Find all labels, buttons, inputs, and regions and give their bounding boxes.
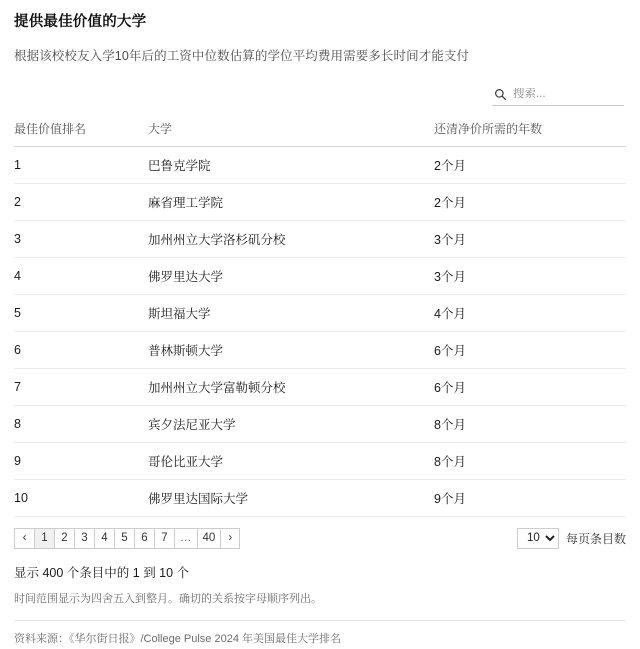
cell-years: 2个月	[434, 183, 626, 220]
cell-rank: 3	[14, 220, 148, 257]
pagination-page-7[interactable]: 7	[154, 528, 174, 549]
cell-school: 巴鲁克学院	[148, 146, 434, 183]
cell-rank: 9	[14, 442, 148, 479]
page-title: 提供最佳价值的大学	[14, 14, 147, 30]
table-row	[14, 146, 626, 183]
table-head	[14, 120, 626, 147]
cell-years: 9个月	[434, 479, 626, 516]
pagination-ellipsis: …	[174, 528, 197, 549]
table-row	[14, 183, 626, 220]
page-subtitle: 根据该校校友入学10年后的工资中位数估算的学位平均费用需要多长时间才能支付	[14, 48, 470, 63]
table-row	[14, 331, 626, 368]
pagination-page-5[interactable]: 5	[114, 528, 134, 549]
per-page-control	[517, 528, 626, 549]
pagination-page-6[interactable]: 6	[134, 528, 154, 549]
column-header-years[interactable]: 还清净价所需的年数	[434, 120, 626, 147]
column-header-rank[interactable]: 最佳价值排名	[14, 120, 148, 147]
showing-count: 显示 400 个条目中的 1 到 10 个	[14, 565, 190, 580]
table-row	[14, 220, 626, 257]
table-footnote: 时间范围显示为四舍五入到整月。确切的关系按字母顺序列出。	[14, 592, 322, 605]
pagination-row	[14, 528, 626, 549]
cell-school: 佛罗里达大学	[148, 257, 434, 294]
table-body	[14, 146, 626, 516]
pagination-page-1[interactable]: 1	[34, 528, 54, 549]
table-header-row	[14, 120, 626, 147]
table-row	[14, 405, 626, 442]
best-value-colleges-table	[14, 120, 626, 517]
cell-school: 哥伦比亚大学	[148, 442, 434, 479]
cell-school: 佛罗里达国际大学	[148, 479, 434, 516]
table-row	[14, 368, 626, 405]
cell-rank: 6	[14, 331, 148, 368]
search-box[interactable]	[492, 86, 624, 106]
cell-school: 加州州立大学富勒顿分校	[148, 368, 434, 405]
cell-years: 8个月	[434, 405, 626, 442]
cell-years: 4个月	[434, 294, 626, 331]
pagination-prev-button[interactable]: ‹	[14, 528, 34, 549]
cell-rank: 4	[14, 257, 148, 294]
table-row	[14, 257, 626, 294]
search-icon	[494, 88, 507, 101]
pagination-page-3[interactable]: 3	[74, 528, 94, 549]
column-header-school[interactable]: 大学	[148, 120, 434, 147]
cell-years: 6个月	[434, 331, 626, 368]
table-row	[14, 294, 626, 331]
cell-school: 普林斯顿大学	[148, 331, 434, 368]
per-page-select[interactable]	[517, 528, 559, 549]
per-page-label: 每页条目数	[565, 531, 626, 546]
table-row	[14, 442, 626, 479]
pagination-page-40[interactable]: 40	[197, 528, 221, 549]
pagination	[14, 528, 240, 549]
cell-rank: 2	[14, 183, 148, 220]
cell-rank: 5	[14, 294, 148, 331]
cell-rank: 8	[14, 405, 148, 442]
cell-years: 8个月	[434, 442, 626, 479]
cell-rank: 1	[14, 146, 148, 183]
cell-rank: 7	[14, 368, 148, 405]
pagination-next-button[interactable]: ›	[220, 528, 240, 549]
table-row	[14, 479, 626, 516]
cell-rank: 10	[14, 479, 148, 516]
cell-years: 3个月	[434, 220, 626, 257]
cell-school: 麻省理工学院	[148, 183, 434, 220]
cell-years: 2个月	[434, 146, 626, 183]
cell-school: 斯坦福大学	[148, 294, 434, 331]
search-input[interactable]	[513, 88, 622, 100]
cell-years: 3个月	[434, 257, 626, 294]
cell-school: 宾夕法尼亚大学	[148, 405, 434, 442]
pagination-page-2[interactable]: 2	[54, 528, 74, 549]
cell-years: 6个月	[434, 368, 626, 405]
cell-school: 加州州立大学洛杉矶分校	[148, 220, 434, 257]
source-note: 资料来源：《华尔街日报》/College Pulse 2024 年美国最佳大学排名	[14, 620, 626, 649]
pagination-page-4[interactable]: 4	[94, 528, 114, 549]
search-row	[14, 86, 626, 106]
